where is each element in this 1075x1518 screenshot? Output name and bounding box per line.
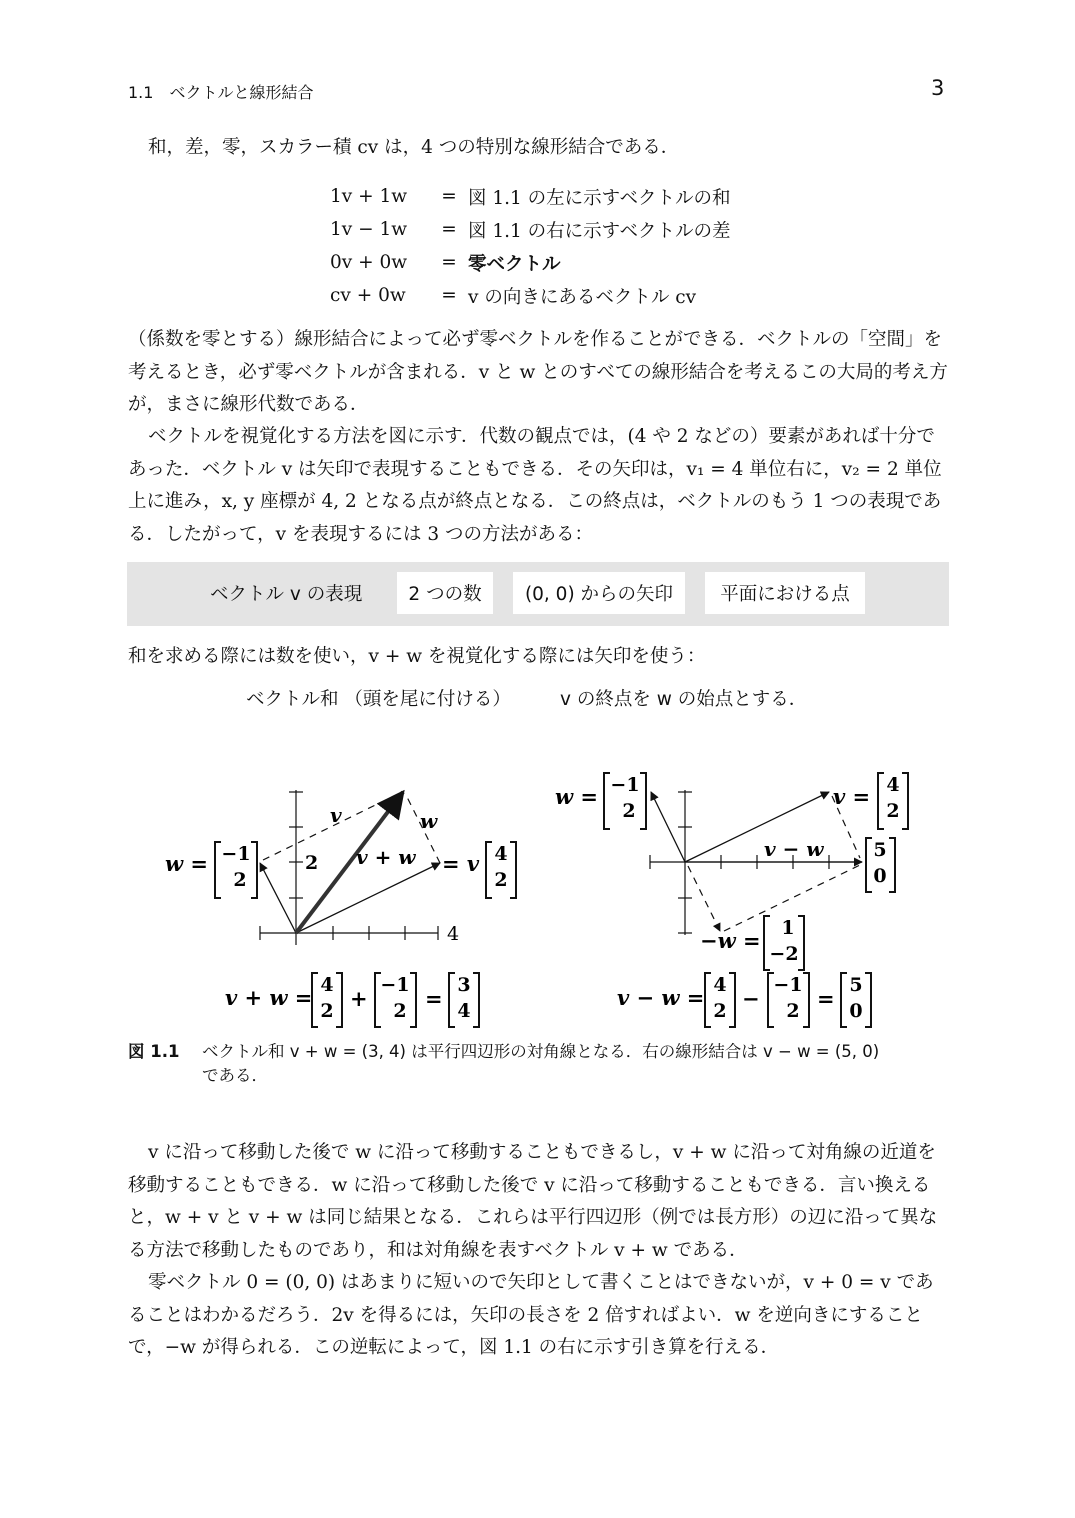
left-eq-op: + — [350, 986, 368, 1011]
right-w-vec-2: 2 — [622, 800, 636, 822]
right-w-label: w = — [555, 784, 598, 809]
right-neg-w-vec-2: −2 — [769, 943, 799, 965]
paragraph-sum-usage: 和を求める際には数を使い，v + w を視覚化する際には矢印を使う： — [128, 646, 706, 667]
right-eq-equals: = — [817, 986, 835, 1011]
left-eq-a-2: 2 — [320, 1000, 334, 1022]
right-eq-a-1: 4 — [713, 974, 727, 996]
equation-lhs: 1v + 1w — [330, 186, 408, 207]
equation-row — [330, 213, 730, 246]
equation-rhs: 図 1.1 の左に示すベクトルの和 — [468, 187, 731, 209]
equation-row — [330, 279, 730, 312]
left-v-label: = v — [442, 851, 480, 876]
caption-number: 図 1.1 — [128, 1042, 180, 1061]
left-eq-res-1: 3 — [457, 974, 471, 996]
right-diff-vec-1: 5 — [873, 839, 887, 861]
left-plot — [165, 790, 516, 945]
left-eq-b-2: 2 — [393, 1000, 407, 1022]
left-equation — [225, 973, 479, 1027]
left-w-vec-1: −1 — [221, 843, 251, 865]
right-eq-lhs: v − w = — [617, 985, 705, 1010]
section-header: 1.1 ベクトルと線形結合 — [128, 83, 314, 102]
left-tick-x-label: 4 — [447, 923, 460, 945]
left-eq-res-2: 4 — [457, 1000, 471, 1022]
right-eq-res-2: 0 — [849, 1000, 863, 1022]
right-neg-w-vec-1: 1 — [781, 917, 795, 939]
left-eq-a-1: 4 — [320, 974, 334, 996]
vector-sum-rule: v の終点を w の始点とする． — [560, 689, 808, 710]
paragraph-zero-vector: （係数を零とする）線形結合によって必ず零ベクトルを作ることができる．ベクトルの「空間」を考えるとき，必ず零ベクトルが含まれる．v と w とのすべての線形結合を考えるこの大局的考え方が，まさに線形代数である． — [128, 329, 948, 415]
right-eq-op: − — [742, 986, 760, 1011]
figure-caption — [128, 1040, 948, 1088]
left-v-vec-2: 2 — [494, 869, 508, 891]
right-neg-w-label: −w = — [700, 928, 761, 953]
equation-row — [330, 246, 730, 279]
representation-label: ベクトル v の表現 — [210, 584, 363, 605]
right-v-vec-1: 4 — [886, 774, 900, 796]
left-v-vec-1: 4 — [494, 843, 508, 865]
equation-rhs: v の向きにあるベクトル cv — [468, 286, 697, 308]
equation-equals: = — [441, 285, 457, 306]
equation-equals: = — [441, 252, 457, 273]
left-eq-equals: = — [425, 986, 443, 1011]
equation-equals: = — [441, 186, 457, 207]
representation-point: 平面における点 — [705, 572, 865, 614]
right-v-label: v = — [833, 784, 871, 809]
equation-lhs: 0v + 0w — [330, 252, 408, 273]
left-eq-lhs: v + w = — [225, 985, 313, 1010]
equation-lhs: 1v − 1w — [330, 219, 408, 240]
right-eq-b-1: −1 — [773, 974, 803, 996]
paragraph-commutative: v に沿って移動した後で w に沿って移動することもできるし，v + w に沿って対角線の近道を移動することもできる．w に沿って移動した後で v に沿って移動することもできる．言い換えると，w + v と v + w は同じ結果となる．これらは平行四辺形（例では長方形）の辺に沿って異なる方法で移動したものであり，和は対角線を表すベクトル v + w である． — [128, 1142, 938, 1261]
right-eq-res-1: 5 — [849, 974, 863, 996]
left-tick-y-label: 2 — [305, 852, 319, 874]
right-v-vec-2: 2 — [886, 800, 900, 822]
equation-rhs: 零ベクトル — [468, 253, 561, 275]
equation-table — [330, 180, 730, 312]
left-edge-v-label: v — [330, 803, 342, 827]
paragraph-visualize: ベクトルを視覚化する方法を図に示す．代数の観点では，(4 や 2 などの）要素があれば十分であった．ベクトル v は矢印で表現することもできる．その矢印は，v₁ = 4 単位右に，v₂ = 2 単位上に進み，x, y 座標が 4, 2 となる点が終点となる．この終点は，ベクトルのもう 1 つの表現である．したがって，v を表現するには 3 つの方法がある： — [128, 426, 942, 545]
equation-equals: = — [441, 219, 457, 240]
equation-lhs: cv + 0w — [330, 285, 406, 306]
right-diff-vec-2: 0 — [873, 865, 887, 887]
equation-row — [330, 180, 730, 213]
right-eq-b-2: 2 — [786, 1000, 800, 1022]
left-eq-b-1: −1 — [380, 974, 410, 996]
caption-continuation: である． — [202, 1066, 268, 1085]
right-w-vec-1: −1 — [610, 774, 640, 796]
left-edge-w-label: w — [420, 809, 438, 833]
caption-text: ベクトル和 v + w = (3, 4) は平行四辺形の対角線となる．右の線形結合は v − w = (5, 0) — [202, 1042, 880, 1061]
right-plot — [555, 773, 908, 970]
left-diagonal-label: v + w — [356, 845, 416, 869]
right-diff-label: v − w — [764, 837, 824, 861]
right-eq-a-2: 2 — [713, 1000, 727, 1022]
intro-paragraph: 和，差，零，スカラー積 cv は，4 つの特別な線形結合である． — [148, 137, 680, 158]
figure-1-1 — [0, 740, 1075, 1040]
representation-arrow: (0, 0) からの矢印 — [513, 572, 685, 614]
right-equation — [617, 973, 871, 1027]
page-number: 3 — [931, 76, 945, 100]
paragraph-zero-and-negation: 零ベクトル 0 = (0, 0) はあまりに短いので矢印として書くことはできないが，v + 0 = v であることはわかるだろう．2v を得るには，矢印の長さを 2 倍すればよい．w を逆向きにすることで，−w が得られる．この逆転によって，図 1.1 の右に示す引き算を行える． — [128, 1272, 934, 1358]
left-w-vec-2: 2 — [233, 869, 247, 891]
vector-sum-name: ベクトル和 （頭を尾に付ける） — [246, 689, 511, 710]
equation-rhs: 図 1.1 の右に示すベクトルの差 — [468, 220, 731, 242]
representation-numbers: 2 つの数 — [397, 572, 493, 614]
right-neg-w-arrow — [688, 866, 720, 931]
left-w-label: w = — [165, 851, 208, 876]
